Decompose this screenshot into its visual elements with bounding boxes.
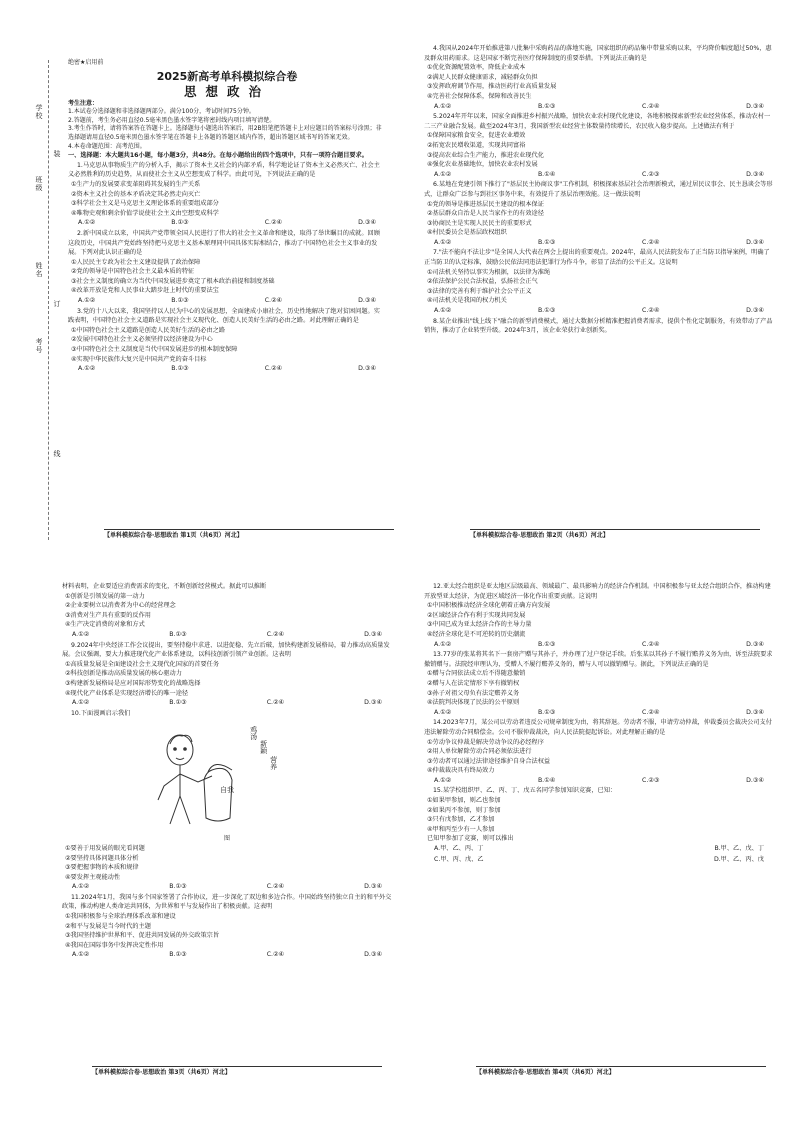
question-1 <box>68 161 386 229</box>
choice-d: D.③④ <box>746 640 764 648</box>
exam-notes <box>68 100 386 152</box>
binding-label-number: 考号 <box>35 338 43 354</box>
choice-d: D.③④ <box>358 297 376 305</box>
option: ③科学社会主义是马克思主义理论体系的重要组成部分 <box>71 200 219 208</box>
page-1 <box>68 58 386 508</box>
option: ②用人单位解除劳动合同必须依法进行 <box>427 748 532 756</box>
exam-title: 2025新高考单科模拟综合卷 <box>156 69 298 83</box>
choice-c: C.②③ <box>642 170 660 178</box>
question-stem: 8.某企业推出"线上线下"融合的新型消费模式，通过大数据分析精准把握消费者需求，提供个性化定制服务，有效带动了产品销售，推动了企业转型升级。2024年3月，该企业荣获行业创新奖。 <box>424 317 773 335</box>
choice-a: A.①② <box>434 307 452 315</box>
option: ①中国特色社会主义道路是创造人民美好生活的必由之路 <box>71 326 226 334</box>
figure-caption: 图 <box>223 835 230 843</box>
option: ②企业要树立以消费者为中心的经营理念 <box>65 602 176 610</box>
option: ③提高农业综合生产能力，推进农业现代化 <box>427 151 544 159</box>
question-stem: 15.某学校组织甲、乙、丙、丁、戊五名同学参加知识竞赛，已知： <box>433 787 617 795</box>
option: ②如果丙不参加，则丁参加 <box>427 806 501 814</box>
option: ③中国特色社会主义制度是当代中国发展进步的根本制度保障 <box>71 346 238 354</box>
choice-d: D.③④ <box>746 170 764 178</box>
page-4 <box>424 582 774 1060</box>
option: ②资本主义社会的基本矛盾决定其必然走向灭亡 <box>71 190 201 198</box>
binding-label-class: 班级 <box>35 176 43 192</box>
question-stem: 10.下面漫画启示我们 <box>71 709 131 717</box>
option: ④仲裁裁决具有终局效力 <box>427 767 495 775</box>
choice-c: C.甲、丙、戊、乙 <box>434 855 484 863</box>
answer-choices <box>62 882 392 893</box>
option: ④改革开放是党和人民事业大踏步赶上时代的重要法宝 <box>71 287 219 295</box>
option: ④司法机关是我国的权力机关 <box>427 297 507 305</box>
choice-d: D.③④ <box>364 951 382 959</box>
option: ②科技创新是推动高质量发展的核心驱动力 <box>65 670 182 678</box>
question-stem: 12.亚太经合组织是亚太地区层级最高、领域最广、最具影响力的经济合作机制。中国积极参与亚太经合组织合作，推动构建开放型亚太经济，为促进区域经济一体化作出重要贡献。这说明 <box>424 583 771 600</box>
choice-b: B.①③ <box>537 640 556 648</box>
option: ②党的领导是中国特色社会主义最本质的特征 <box>71 268 195 276</box>
choice-c: C.②④ <box>642 307 660 315</box>
question-stem: 14.2023年7月，某公司以劳动者违反公司规章制度为由，将其辞退。劳动者不服，申请劳动仲裁，仲裁委员会裁决公司支付违法解除劳动合同赔偿金。公司不服仲裁裁决，向人民法院提起诉讼。对此理解正确的是 <box>424 719 772 736</box>
choice-c: C.②④ <box>266 883 285 891</box>
option: ①生产力的发展要求变革阻碍其发展的生产关系 <box>71 180 201 188</box>
question-stem: 6.某地在党建引领下推行了"基层民主协商议事"工作机制，积极探索基层社会治理新模式，通过居民议事会、民主恳谈会等形式，让群众广泛参与到社区事务中来，有效提升了基层治理效能。这一做法说明 <box>424 181 773 198</box>
question-stem: 4.我国从2024年开始推进第八批集中采购药品的落地实施，国家组织的药品集中带量采购以来，平均降价幅度超过50%，惠及群众用药需求。这是国家不断完善医疗保障制度的重要举措。下列说法正确的是 <box>424 45 772 62</box>
answer-choices <box>424 170 774 181</box>
question-4 <box>424 44 774 112</box>
question-7 <box>424 248 774 316</box>
choice-c: C.②④ <box>642 640 660 648</box>
secret-mark: 绝密★启用前 <box>68 59 104 66</box>
choice-b: B.①③ <box>169 951 187 959</box>
notes-item: 3.考生作答时，请将答案答在答题卡上。选择题每小题选出答案后，用2B铅笔把答题卡上对应题目的答案标号涂黑；非选择题请用直径0.5毫米黑色墨水签字笔在答题卡上各题的答题区域内作答，超出答题区域书写的答案无效。 <box>68 125 382 141</box>
choice-a: A.①② <box>72 951 90 959</box>
choice-a: A.①② <box>434 776 452 784</box>
answer-choices <box>62 630 392 641</box>
option: ④我国在国际事务中发挥决定性作用 <box>65 941 164 949</box>
option: ③消费对生产具有重要的反作用 <box>65 611 151 619</box>
option: ③构建新发展格局是应对国际形势变化的战略选择 <box>65 679 201 687</box>
choice-d: D.③④ <box>364 630 382 638</box>
option: ③孙子对祖父母负有法定赡养义务 <box>427 689 520 697</box>
option: ③发挥政府调节作用，推动医药行业高质量发展 <box>427 83 557 91</box>
question-stem: 13.77岁的张某将其名下一套房产赠与其孙子，并办理了过户登记手续。后张某以其孙子不履行赡养义务为由，诉至法院要求撤销赠与。法院经审理认为，受赠人不履行赡养义务的，赠与人可以撤销赠与。据此，下列说法正确的是 <box>424 651 773 668</box>
question-stem: 2.新中国成立以来，中国共产党带领全国人民进行了伟大的社会主义革命和建设，取得了举世瞩目的成就。回顾这段历史，中国共产党始终坚持把马克思主义基本原理同中国具体实际相结合，推动了中国特色社会主义事业的发展。下列对此认识正确的是 <box>68 229 380 257</box>
option: ①高质量发展是全面建设社会主义现代化国家的首要任务 <box>65 660 220 668</box>
choice-b: B.①③ <box>171 219 189 227</box>
choice-a: A.①② <box>72 630 90 638</box>
choice-d: D.③④ <box>746 238 764 246</box>
choice-a: A.①② <box>434 640 452 648</box>
option: ④完善社会保障体系，保障和改善民生 <box>427 92 532 100</box>
question-conclusion: 已知甲参加了竞赛，则可以推出 <box>427 835 514 843</box>
question-8-continued: 材料表明，企业要适应消费需求的变化，不断创新经营模式。据此可以推断 <box>62 583 267 590</box>
binding-label-name: 姓名 <box>35 262 43 278</box>
option: ①党的领导是推进基层民主建设的根本保证 <box>427 200 544 208</box>
option: ③要把握事物的本质和规律 <box>65 864 139 872</box>
question-stem: 7."法不能向不法让步"是全国人大代表在两会上提出的重要观点。2024年，最高人民法院发布了正当防卫指导案例，明确了正当防卫的认定标准，鼓励公民依法同违法犯罪行为作斗争，彰显了法治的公平正义。这说明 <box>424 249 770 267</box>
option: ②赠与人在法定情形下享有撤销权 <box>427 679 520 687</box>
option: ①要善于用发展的眼光看问题 <box>65 844 145 852</box>
choice-b: B.①③ <box>537 238 556 246</box>
choice-d: D.③④ <box>358 219 376 227</box>
page-4-footer: 【单科模拟综合卷·思想政治 第4页（共6页）河北】 <box>476 1066 766 1076</box>
choice-d: D.③④ <box>746 102 764 110</box>
binding-xian: 线 <box>53 450 61 458</box>
choice-d: D.③④ <box>364 883 382 891</box>
choice-a: A.①② <box>434 238 452 246</box>
option: ④实现中华民族伟大复兴是中国共产党的奋斗目标 <box>71 355 207 363</box>
question-stem: 3.党的十八大以来，我国坚持以人民为中心的发展思想，全面建成小康社会，历史性地解决了绝对贫困问题。实践表明，中国特色社会主义道路是实现社会主义现代化、创造人民美好生活的必由之路。对此理解正确的是 <box>68 307 380 325</box>
answer-choices <box>62 950 392 961</box>
notes-item: 4.本卷命题范围：高考范围。 <box>68 142 146 150</box>
choice-c: C.②④ <box>642 102 660 110</box>
choice-b: B.①④ <box>537 170 556 178</box>
choice-b: B.①③ <box>169 630 187 638</box>
choice-c: C.②④ <box>642 708 660 716</box>
question-6 <box>424 180 774 248</box>
question-8 <box>424 317 774 336</box>
option: ①我国积极参与全球治理体系改革和建设 <box>65 913 176 921</box>
choice-a: A.甲、乙、丙、丁 <box>434 845 484 853</box>
question-13 <box>424 650 774 718</box>
choice-a: A.①② <box>78 365 96 373</box>
answer-choices <box>424 306 774 317</box>
cartoon-text: 新颖 <box>259 740 268 755</box>
option: ②区域经济合作有利于实现共同发展 <box>427 611 526 619</box>
choice-b: B.①③ <box>169 699 187 707</box>
choice-a: A.①② <box>434 102 452 110</box>
option: ④强化农业基础地位，加快农业农村发展 <box>427 161 538 169</box>
question-10 <box>62 709 392 893</box>
choice-b: B.①③ <box>169 883 187 891</box>
answer-choices <box>424 855 774 866</box>
choice-c: C.②④ <box>264 219 283 227</box>
question-3 <box>68 307 386 375</box>
choice-a: A.①② <box>434 170 452 178</box>
option: ②发展中国特色社会主义必须坚持以经济建设为中心 <box>71 336 213 344</box>
choice-c: C.②④ <box>642 238 660 246</box>
option: ①人民民主专政为社会主义建设提供了政治保障 <box>71 258 201 266</box>
option: ①优化资源配置效率，降低企业成本 <box>427 64 526 72</box>
choice-a: A.①② <box>72 699 90 707</box>
page-2 <box>424 44 774 522</box>
option: ①创新是引领发展的第一动力 <box>65 592 145 600</box>
option: ①中国积极推动经济全球化朝着正确方向发展 <box>427 602 551 610</box>
binding-margin <box>0 0 62 540</box>
choice-b: B.甲、乙、戊、丁 <box>714 845 764 853</box>
binding-label-school: 学校 <box>35 104 43 120</box>
option: ②满足人民群众健康需求，减轻群众负担 <box>427 73 538 81</box>
option: ①如果甲参加，则乙也参加 <box>427 797 501 805</box>
choice-a: A.①② <box>434 708 452 716</box>
answer-choices <box>424 640 774 651</box>
option: ①赠与合同依法成立后不得随意撤销 <box>427 670 526 678</box>
answer-choices <box>424 102 774 113</box>
answer-choices <box>68 296 386 307</box>
exam-subject: 思想政治 <box>183 83 270 99</box>
answer-choices <box>424 776 774 787</box>
choice-b: B.①③ <box>537 307 556 315</box>
answer-choices <box>62 698 392 709</box>
choice-c: C.②④ <box>266 699 285 707</box>
option: ④甲和丙至少有一人参加 <box>427 825 495 833</box>
option: ③只有戊参加，乙才参加 <box>427 816 495 824</box>
option: ①劳动争议仲裁是解决劳动争议的必经程序 <box>427 738 544 746</box>
option: ①保障国家粮食安全，促进农业增效 <box>427 132 526 140</box>
binding-ding: 订 <box>53 300 61 308</box>
answer-choices <box>424 238 774 249</box>
option: ④村民委员会是基层政权组织 <box>427 229 507 237</box>
choice-c: C.②④ <box>264 297 283 305</box>
option: ②依法保护公民合法权益，弘扬社会正气 <box>427 278 538 286</box>
cartoon-text: 营养 <box>269 756 278 771</box>
cartoon-text: 自我 <box>220 786 234 795</box>
question-11 <box>62 893 392 961</box>
option: ②和平与发展是当今时代的主题 <box>65 922 151 930</box>
answer-choices <box>424 708 774 719</box>
answer-choices <box>68 218 386 229</box>
choice-d: D.③④ <box>358 365 376 373</box>
choice-c: C.②④ <box>266 630 285 638</box>
choice-a: A.①② <box>78 297 96 305</box>
notes-heading: 考生注意： <box>68 99 99 107</box>
answer-choices <box>68 364 386 375</box>
option: ③社会主义制度的确立为当代中国发展进步奠定了根本政治前提和制度基础 <box>71 277 275 285</box>
page-1-footer: 【单科模拟综合卷·思想政治 第1页（共6页）河北】 <box>104 529 394 539</box>
question-stem: 11.2024年1月，我国与多个国家签署了合作协议，进一步深化了双边和多边合作。中国始终坚持独立自主的和平外交政策，推动构建人类命运共同体，为世界和平与发展作出了积极贡献。这表明 <box>62 893 392 911</box>
option: ④法院判决体现了民法的公平原则 <box>427 699 520 707</box>
question-stem: 9.2024年中央经济工作会议提出，要坚持稳中求进、以进促稳、先立后破，加快构建新发展格局，着力推动高质量发展。会议强调，要大力推进现代化产业体系建设，以科技创新引领产业创新。这表明 <box>62 641 390 659</box>
option: ④经济全球化是不可逆转的历史潮流 <box>427 630 526 638</box>
question-stem: 5.2024年开年以来，国家全面推进乡村振兴战略，加快农业农村现代化建设，各地积极探索新型农业经营体系，推动农村一二三产业融合发展。截至2024年3月，我国新型农业经营主体数量持续增长，农民收入稳步提高。上述做法有利于 <box>424 113 771 130</box>
option: ④要发挥主观能动性 <box>65 873 121 881</box>
choice-b: B.①③ <box>537 102 556 110</box>
choice-a: A.①② <box>78 219 96 227</box>
question-14 <box>424 718 774 786</box>
answer-choices <box>424 844 774 855</box>
choice-b: B.①③ <box>537 708 556 716</box>
question-stem: 1.马克思从事物质生产的分析入手，揭示了资本主义社会的内部矛盾，科学地论证了资本主义必然灭亡、社会主义必然胜利的历史趋势，从而使社会主义从空想变成了科学。由此可见，下列说法正确的是 <box>68 161 380 179</box>
choice-d: D.③④ <box>746 307 764 315</box>
option: ③法律的完善有利于维护社会公平正义 <box>427 287 532 295</box>
choice-c: C.②③ <box>642 776 660 784</box>
page-2-footer: 【单科模拟综合卷·思想政治 第2页（共6页）河北】 <box>470 529 760 539</box>
binding-line <box>48 60 49 540</box>
cartoon-figure <box>62 720 392 832</box>
section-heading: 一、选择题：本大题共16小题，每小题3分，共48分。在每小题给出的四个选项中，只有一项符合题目要求。 <box>68 152 368 160</box>
binding-zhuang: 装 <box>53 150 61 158</box>
choice-d: D.③④ <box>746 708 764 716</box>
question-9 <box>62 641 392 709</box>
option: ②要坚持具体问题具体分析 <box>65 854 139 862</box>
question-12 <box>424 582 774 650</box>
option: ④现代化产业体系是实现经济增长的唯一途径 <box>65 689 189 697</box>
option: ④唯物史观和剩余价值学说使社会主义由空想变成科学 <box>71 209 219 217</box>
option: ③我国坚持维护世界和平、促进共同发展的外交政策宗旨 <box>65 932 220 940</box>
page-3-footer: 【单科模拟综合卷·思想政治 第3页（共6页）河北】 <box>92 1066 382 1076</box>
choice-d: D.③④ <box>364 699 382 707</box>
choice-b: B.①④ <box>537 776 556 784</box>
option: ②拓宽农民增收渠道，实现共同富裕 <box>427 141 526 149</box>
cartoon-drawing <box>62 720 392 832</box>
question-5 <box>424 112 774 180</box>
choice-b: B.①③ <box>171 297 189 305</box>
choice-d: D.甲、乙、丙、戊 <box>713 855 764 863</box>
cartoon-text: 鸡汤 <box>249 726 258 741</box>
option: ④生产决定消费的对象和方式 <box>65 621 145 629</box>
option: ③协商民主是实现人民民主的重要形式 <box>427 219 532 227</box>
choice-b: B.①③ <box>171 365 189 373</box>
choice-a: A.①② <box>72 883 90 891</box>
option: ③中国已成为亚太经济合作的主导力量 <box>427 621 532 629</box>
option: ②基层群众自治是人民当家作主的有效途径 <box>427 210 544 218</box>
choice-d: D.③④ <box>746 776 764 784</box>
notes-item: 2.答题前，考生务必用直径0.5毫米黑色墨水签字笔将密封线内项目填写清楚。 <box>68 116 276 124</box>
option: ③劳动者可以通过法律途径维护自身合法权益 <box>427 757 551 765</box>
notes-item: 1.本试卷分选择题和非选择题两部分。满分100分，考试时间75分钟。 <box>68 108 255 116</box>
option: ①司法机关坚持以事实为根据，以法律为准绳 <box>427 268 551 276</box>
choice-c: C.②④ <box>264 365 283 373</box>
page-3 <box>62 582 392 1060</box>
question-2 <box>68 229 386 307</box>
choice-c: C.②④ <box>266 951 285 959</box>
question-15 <box>424 786 774 865</box>
